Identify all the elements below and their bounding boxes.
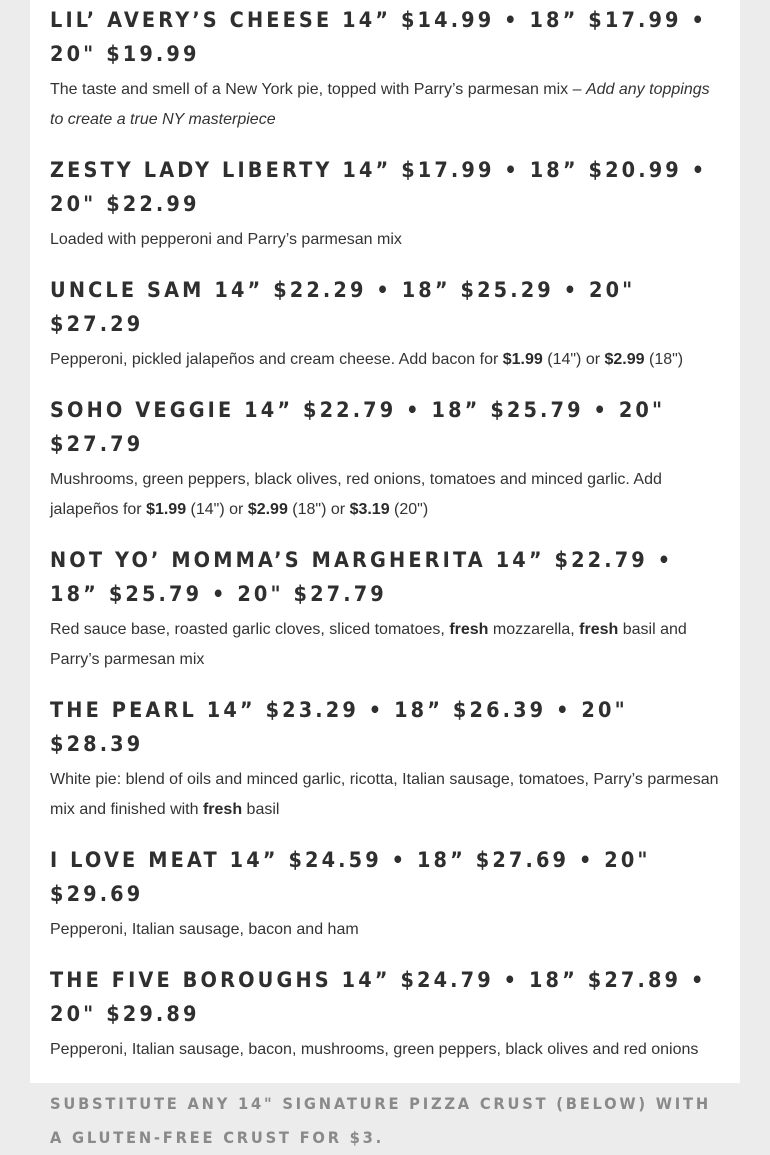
- fresh-label: fresh: [449, 621, 489, 638]
- item-title: NOT YO’ MOMMA’S MARGHERITA 14” $22.79 • 18” $25.79 • 20" $27.79: [50, 548, 674, 606]
- item-title: I LOVE MEAT 14” $24.59 • 18” $27.69 • 20" $29.69: [50, 848, 651, 906]
- item-description-emphasis: Add any toppings to create a true NY masterpiece: [50, 81, 710, 128]
- item-description: Pepperoni, pickled jalapeños and cream cheese. Add bacon for $1.99 (14") or $2.99 (18"): [50, 351, 684, 368]
- item-title: THE PEARL 14” $23.29 • 18” $26.39 • 20" $28.39: [50, 698, 628, 756]
- item-title: SOHO VEGGIE 14” $22.79 • 18” $25.79 • 20" $27.79: [50, 398, 666, 456]
- menu-item-zesty-lady-liberty: [50, 153, 720, 255]
- price-bacon-18: $2.99: [604, 351, 645, 368]
- fresh-label: fresh: [202, 801, 243, 818]
- menu-item-soho-veggie: [50, 393, 720, 525]
- item-description: Pepperoni, Italian sausage, bacon, mushrooms, green peppers, black olives and red onions: [50, 1041, 699, 1058]
- fresh-label: fresh: [579, 621, 619, 638]
- menu-page: [30, 0, 740, 1147]
- item-title: UNCLE SAM 14” $22.29 • 18” $25.29 • 20" $27.29: [50, 278, 636, 336]
- item-description: The taste and smell of a New York pie, topped with Parry’s parmesan mix – Add any toppings to create a true NY masterpiece: [50, 81, 710, 128]
- price-jalapenos-14: $1.99: [146, 501, 187, 518]
- menu-item-margherita: [50, 543, 720, 675]
- item-description: Loaded with pepperoni and Parry’s parmesan mix: [50, 231, 402, 248]
- item-title: LIL’ AVERY’S CHEESE 14” $14.99 • 18” $17.99 • 20" $19.99: [50, 8, 707, 66]
- menu-item-lil-avery-cheese: [50, 0, 720, 135]
- price-bacon-14: $1.99: [502, 351, 543, 368]
- menu-item-i-love-meat: [50, 843, 720, 945]
- item-description: White pie: blend of oils and minced garlic, ricotta, Italian sausage, tomatoes, Parry’s parmesan mix and finished with fresh basil: [50, 771, 719, 818]
- menu-item-five-boroughs: [50, 963, 720, 1065]
- menu-content: [30, 0, 740, 1155]
- item-title: ZESTY LADY LIBERTY 14” $17.99 • 18” $20.99 • 20" $22.99: [50, 158, 708, 216]
- menu-item-the-pearl: [50, 693, 720, 825]
- item-title: THE FIVE BOROUGHS 14” $24.79 • 18” $27.89 • 20" $29.89: [50, 968, 707, 1026]
- menu-item-uncle-sam: [50, 273, 720, 375]
- price-jalapenos-18: $2.99: [247, 501, 288, 518]
- gluten-free-note: SUBSTITUTE ANY 14" SIGNATURE PIZZA CRUST (BELOW) WITH A GLUTEN-FREE CRUST FOR $3.: [50, 1094, 711, 1147]
- item-description: Red sauce base, roasted garlic cloves, sliced tomatoes, fresh mozzarella, fresh basil and Parry’s parmesan mix: [50, 621, 687, 668]
- price-jalapenos-20: $3.19: [349, 501, 390, 518]
- item-description: Pepperoni, Italian sausage, bacon and ham: [50, 921, 359, 938]
- item-description: Mushrooms, green peppers, black olives, red onions, tomatoes and minced garlic. Add jalapeños for $1.99 (14") or $2.99 (18") or $3.19 (20"): [50, 471, 662, 518]
